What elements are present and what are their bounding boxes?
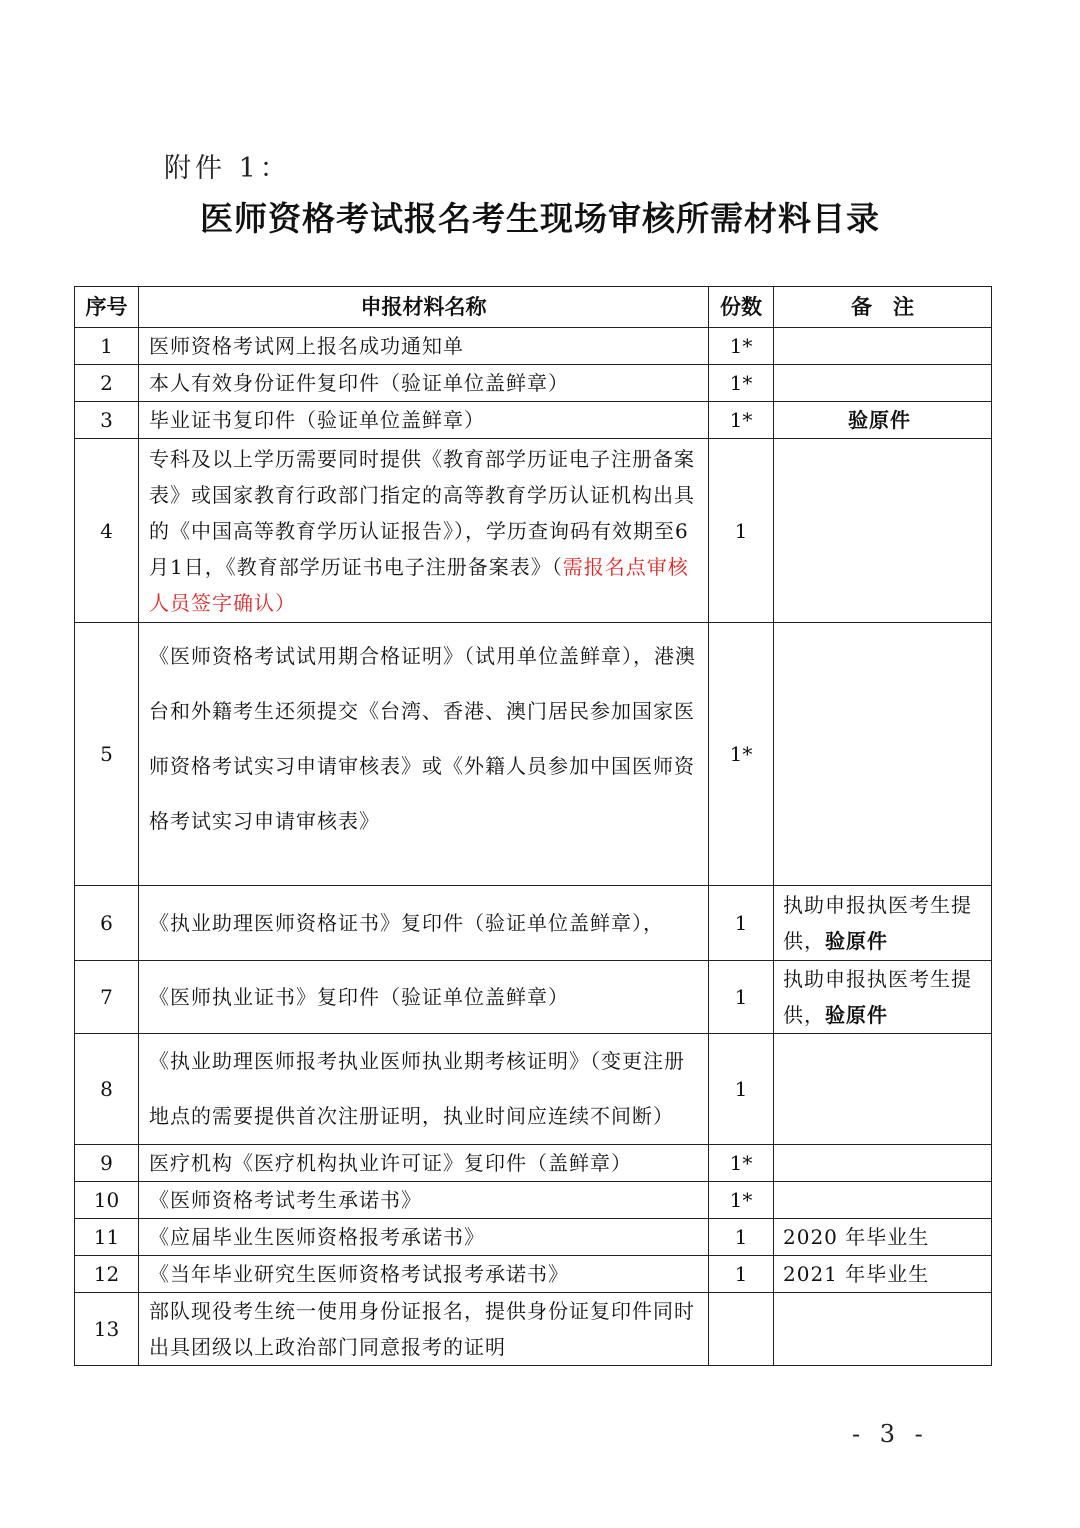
row-no: 6 — [75, 886, 139, 961]
row-name: 医师资格考试网上报名成功通知单 — [139, 328, 709, 365]
table-row — [75, 961, 992, 1034]
row-note: 2020 年毕业生 — [774, 1219, 992, 1256]
table-row — [75, 365, 992, 402]
row-no: 8 — [75, 1034, 139, 1145]
row-name: 《执业助理医师资格证书》复印件（验证单位盖鲜章）， — [139, 886, 709, 961]
row-copies: 1 — [709, 1219, 774, 1256]
row-note — [774, 328, 992, 365]
row-copies: 1* — [709, 328, 774, 365]
row-note — [774, 1145, 992, 1182]
row-note: 验原件 — [774, 402, 992, 439]
row-no: 7 — [75, 961, 139, 1034]
row-name-red-text: 需报名点审核人员签字确认） — [149, 554, 689, 615]
row-note — [774, 1182, 992, 1219]
row-name-text: 专科及以上学历需要同时提供《教育部学历证电子注册备案表》或国家教育行政部门指定的高等教育学历认证机构出具的《中国高等教育学历认证报告》），学历查询码有效期至6月1日，《教育部学历证书电子注册备案表》（ — [149, 446, 695, 579]
row-name: 部队现役考生统一使用身份证报名，提供身份证复印件同时出具团级以上政治部门同意报考的证明 — [139, 1293, 709, 1366]
table-row — [75, 1034, 992, 1145]
table-row — [75, 1293, 992, 1366]
page-number: - 3 - — [852, 1420, 929, 1448]
row-no: 13 — [75, 1293, 139, 1366]
row-note — [774, 1034, 992, 1145]
row-name: 《执业助理医师报考执业医师执业期考核证明》（变更注册地点的需要提供首次注册证明，执业时间应连续不间断） — [139, 1034, 709, 1145]
table-row — [75, 1145, 992, 1182]
row-name: 毕业证书复印件（验证单位盖鲜章） — [139, 402, 709, 439]
table-row — [75, 439, 992, 623]
table-row — [75, 402, 992, 439]
header-copies: 份数 — [709, 287, 774, 328]
row-no: 5 — [75, 623, 139, 886]
row-no: 3 — [75, 402, 139, 439]
header-name: 申报材料名称 — [139, 287, 709, 328]
row-note-bold: 验原件 — [825, 1003, 888, 1027]
table-row — [75, 1182, 992, 1219]
table-row — [75, 886, 992, 961]
row-copies: 1 — [709, 961, 774, 1034]
row-copies: 1 — [709, 439, 774, 623]
row-name: 医疗机构《医疗机构执业许可证》复印件（盖鲜章） — [139, 1145, 709, 1182]
header-note: 备 注 — [774, 287, 992, 328]
row-note — [774, 439, 992, 623]
row-no: 11 — [75, 1219, 139, 1256]
row-note — [774, 1293, 992, 1366]
row-no: 12 — [75, 1256, 139, 1293]
row-note — [774, 365, 992, 402]
row-copies: 1 — [709, 886, 774, 961]
row-name: 《应届毕业生医师资格报考承诺书》 — [139, 1219, 709, 1256]
row-note-text: 执助申报执医考生提供， — [783, 893, 972, 953]
table-row — [75, 1256, 992, 1293]
row-name — [139, 439, 709, 623]
attachment-label: 附件 1： — [164, 153, 291, 184]
row-no: 10 — [75, 1182, 139, 1219]
row-name: 《医师执业证书》复印件（验证单位盖鲜章） — [139, 961, 709, 1034]
table-row — [75, 328, 992, 365]
row-note-bold: 验原件 — [825, 929, 888, 953]
row-copies: 1* — [709, 402, 774, 439]
row-note — [774, 623, 992, 886]
document-title: 医师资格考试报名考生现场审核所需材料目录 — [200, 199, 880, 238]
row-name: 《医师资格考试试用期合格证明》（试用单位盖鲜章），港澳台和外籍考生还须提交《台湾、香港、澳门居民参加国家医师资格考试实习申请审核表》或《外籍人员参加中国医师资格考试实习申请审核表》 — [139, 623, 709, 886]
row-no: 9 — [75, 1145, 139, 1182]
materials-table — [74, 286, 992, 1366]
table-row — [75, 623, 992, 886]
row-copies: 1* — [709, 623, 774, 886]
row-name: 《医师资格考试考生承诺书》 — [139, 1182, 709, 1219]
row-note-text: 执助申报执医考生提供， — [783, 967, 972, 1027]
row-copies: 1* — [709, 1182, 774, 1219]
row-no: 1 — [75, 328, 139, 365]
row-no: 2 — [75, 365, 139, 402]
table-row — [75, 1219, 992, 1256]
row-note — [774, 886, 992, 961]
row-note: 2021 年毕业生 — [774, 1256, 992, 1293]
row-copies: 1* — [709, 365, 774, 402]
row-no: 4 — [75, 439, 139, 623]
header-no: 序号 — [75, 287, 139, 328]
row-copies: 1 — [709, 1256, 774, 1293]
row-copies: 1 — [709, 1034, 774, 1145]
row-name: 本人有效身份证件复印件（验证单位盖鲜章） — [139, 365, 709, 402]
row-name: 《当年毕业研究生医师资格考试报考承诺书》 — [139, 1256, 709, 1293]
table-header-row — [75, 287, 992, 328]
row-copies — [709, 1293, 774, 1366]
row-copies: 1* — [709, 1145, 774, 1182]
row-note — [774, 961, 992, 1034]
